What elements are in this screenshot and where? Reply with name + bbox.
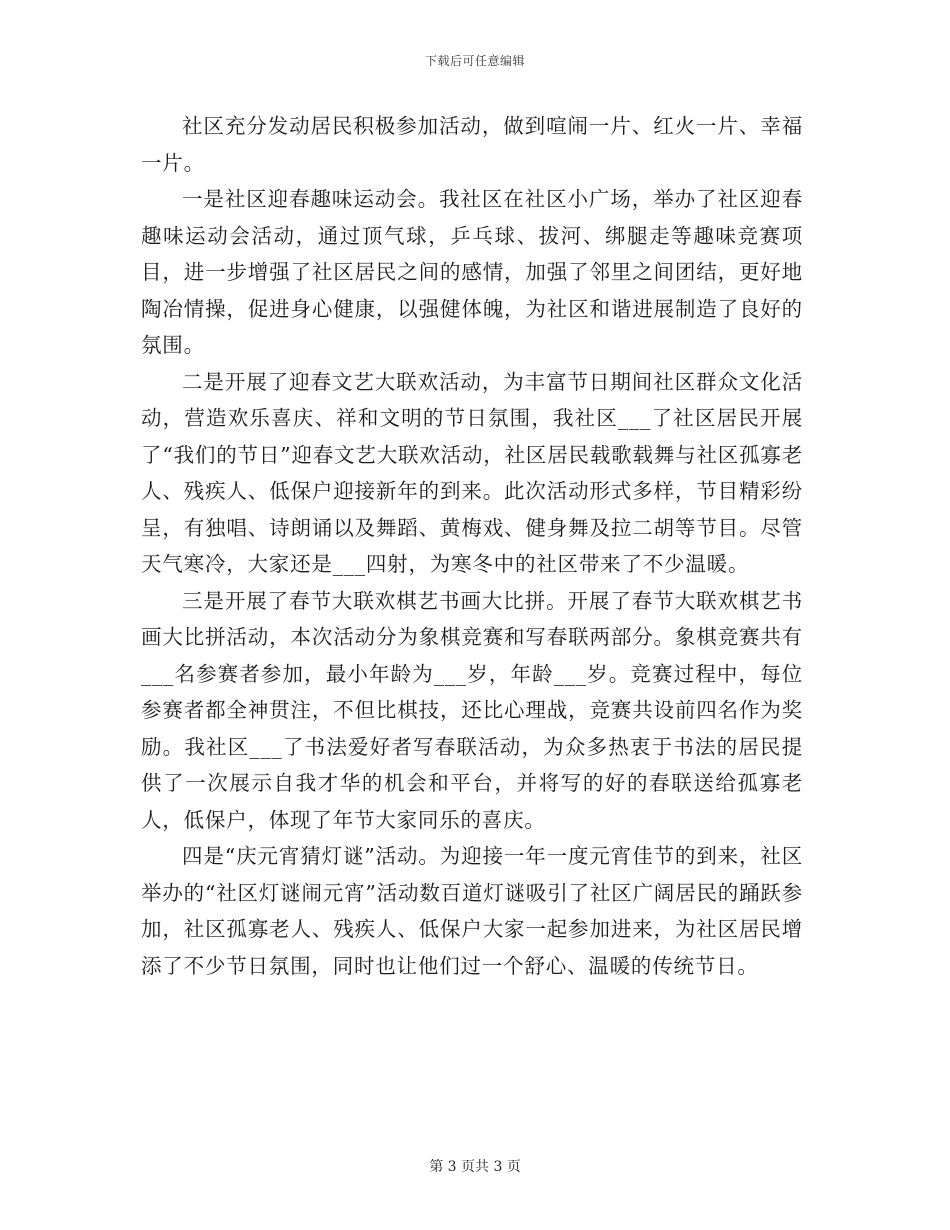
paragraph-chess-calligraphy: 三是开展了春节大联欢棋艺书画大比拼。开展了春节大联欢棋艺书画大比拼活动，本次活动分为象棋竞赛和写春联两部分。象棋竞赛共有___名参赛者参加，最小年龄为___岁，年龄___岁。竞赛过程中，每位参赛者都全神贯注，不但比棋技，还比心理战，竞赛共设前四名作为奖励。我社区___了书法爱好者写春联活动，为众多热衷于书法的居民提供了一次展示自我才华的机会和平台，并将写的好的春联送给孤寡老人，低保户，体现了年节大家同乐的喜庆。 [141, 588, 803, 832]
paragraph-art-festival: 二是开展了迎春文艺大联欢活动，为丰富节日期间社区群众文化活动，营造欢乐喜庆、祥和文明的节日氛围，我社区___了社区居民开展了“我们的节日”迎春文艺大联欢活动，社区居民载歌载舞与社区孤寡老人、残疾人、低保户迎接新年的到来。此次活动形式多样，节目精彩纷呈，有独唱、诗朗诵以及舞蹈、黄梅戏、健身舞及拉二胡等节目。尽管天气寒冷，大家还是___四射，为寒冬中的社区带来了不少温暖。 [141, 369, 803, 576]
page-header-note: 下载后可任意编辑 [424, 54, 525, 68]
document-body [141, 108, 803, 984]
paragraph-sports-meet: 一是社区迎春趣味运动会。我社区在社区小广场，举办了社区迎春趣味运动会活动，通过顶气球，乒乓球、拔河、绑腿走等趣味竞赛项目，进一步增强了社区居民之间的感情，加强了邻里之间团结，更好地陶冶情操，促进身心健康，以强健体魄，为社区和谐进展制造了良好的氛围。 [141, 187, 803, 357]
paragraph-intro: 社区充分发动居民积极参加活动，做到喧闹一片、红火一片、幸福一片。 [141, 114, 803, 175]
page-number: 第 3 页共 3 页 [429, 1159, 521, 1175]
paragraph-lantern-riddles: 四是“庆元宵猜灯谜”活动。为迎接一年一度元宵佳节的到来，社区举办的“社区灯谜闹元宵”活动数百道灯谜吸引了社区广阔居民的踊跃参加，社区孤寡老人、残疾人、低保户大家一起参加进来，为社区居民增添了不少节日氛围，同时也让他们过一个舒心、温暖的传统节日。 [141, 844, 803, 978]
